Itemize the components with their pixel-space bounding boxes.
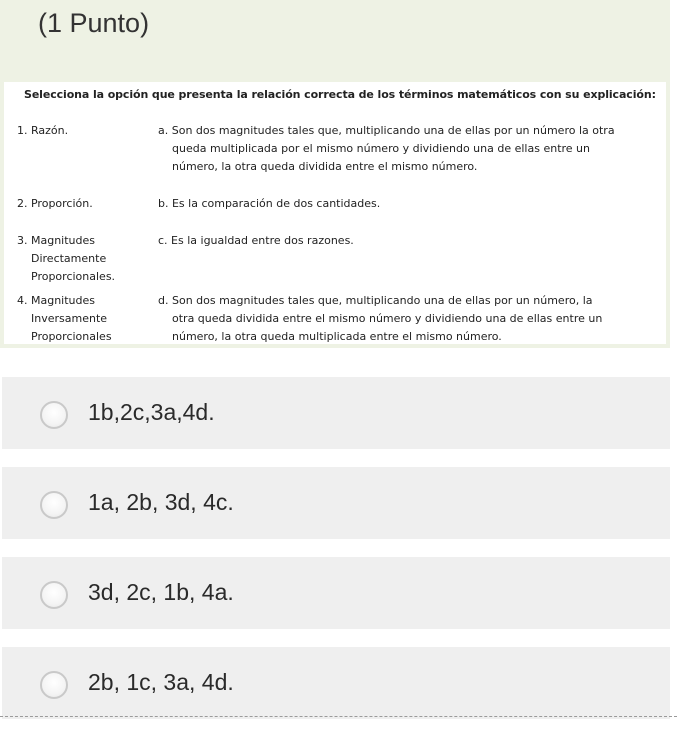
answer-option-1[interactable] — [2, 377, 670, 449]
radio-button[interactable] — [40, 671, 68, 699]
radio-button[interactable] — [40, 491, 68, 519]
term-1 — [17, 122, 68, 140]
answer-option-label[interactable]: 1a, 2b, 3d, 4c. — [88, 489, 234, 515]
answer-option-4[interactable] — [2, 647, 670, 719]
answer-option-3[interactable] — [2, 557, 670, 629]
term-line: Proporcionales — [31, 330, 112, 343]
definition-line: c. Es la igualdad entre dos razones. — [158, 234, 354, 247]
definition-line: b. Es la comparación de dos cantidades. — [158, 197, 381, 210]
answer-option-label[interactable]: 1b,2c,3a,4d. — [88, 399, 215, 425]
definition-line: otra queda dividida entre el mismo número y dividiendo una de ellas entre un — [172, 312, 603, 325]
definition-line: queda multiplicada por el mismo número y dividiendo una de ellas entre un — [172, 142, 590, 155]
definition-line: número, la otra queda dividida entre el mismo número. — [172, 160, 478, 173]
radio-button[interactable] — [40, 581, 68, 609]
term-line: 4. Magnitudes — [17, 294, 95, 307]
answer-option-label[interactable]: 3d, 2c, 1b, 4a. — [88, 579, 234, 605]
definition-line: d. Son dos magnitudes tales que, multiplicando una de ellas por un número, la — [158, 294, 593, 307]
definition-a — [158, 122, 658, 176]
section-divider — [0, 716, 677, 717]
term-line: 2. Proporción. — [17, 197, 93, 210]
points-label: (1 Punto) — [38, 8, 150, 38]
term-line: Inversamente — [31, 312, 108, 325]
definition-d — [158, 292, 658, 344]
answer-option-label[interactable]: 2b, 1c, 3a, 4d. — [88, 669, 234, 695]
question-heading: Selecciona la opción que presenta la relación correcta de los términos matemáticos con su explicación: — [24, 88, 656, 101]
answer-option-2[interactable] — [2, 467, 670, 539]
term-2 — [17, 195, 93, 213]
term-line: Proporcionales. — [31, 270, 116, 283]
term-3 — [17, 232, 115, 286]
definition-line: a. Son dos magnitudes tales que, multiplicando una de ellas por un número la otra — [158, 124, 615, 137]
definition-b — [158, 195, 658, 213]
term-line: Directamente — [31, 252, 107, 265]
definition-line: número, la otra queda multiplicada entre el mismo número. — [172, 330, 502, 343]
term-line: 3. Magnitudes — [17, 234, 95, 247]
question-image — [4, 82, 666, 344]
definition-c — [158, 232, 658, 250]
question-card — [0, 0, 670, 348]
term-4 — [17, 292, 112, 344]
term-line: 1. Razón. — [17, 124, 69, 137]
radio-button[interactable] — [40, 401, 68, 429]
